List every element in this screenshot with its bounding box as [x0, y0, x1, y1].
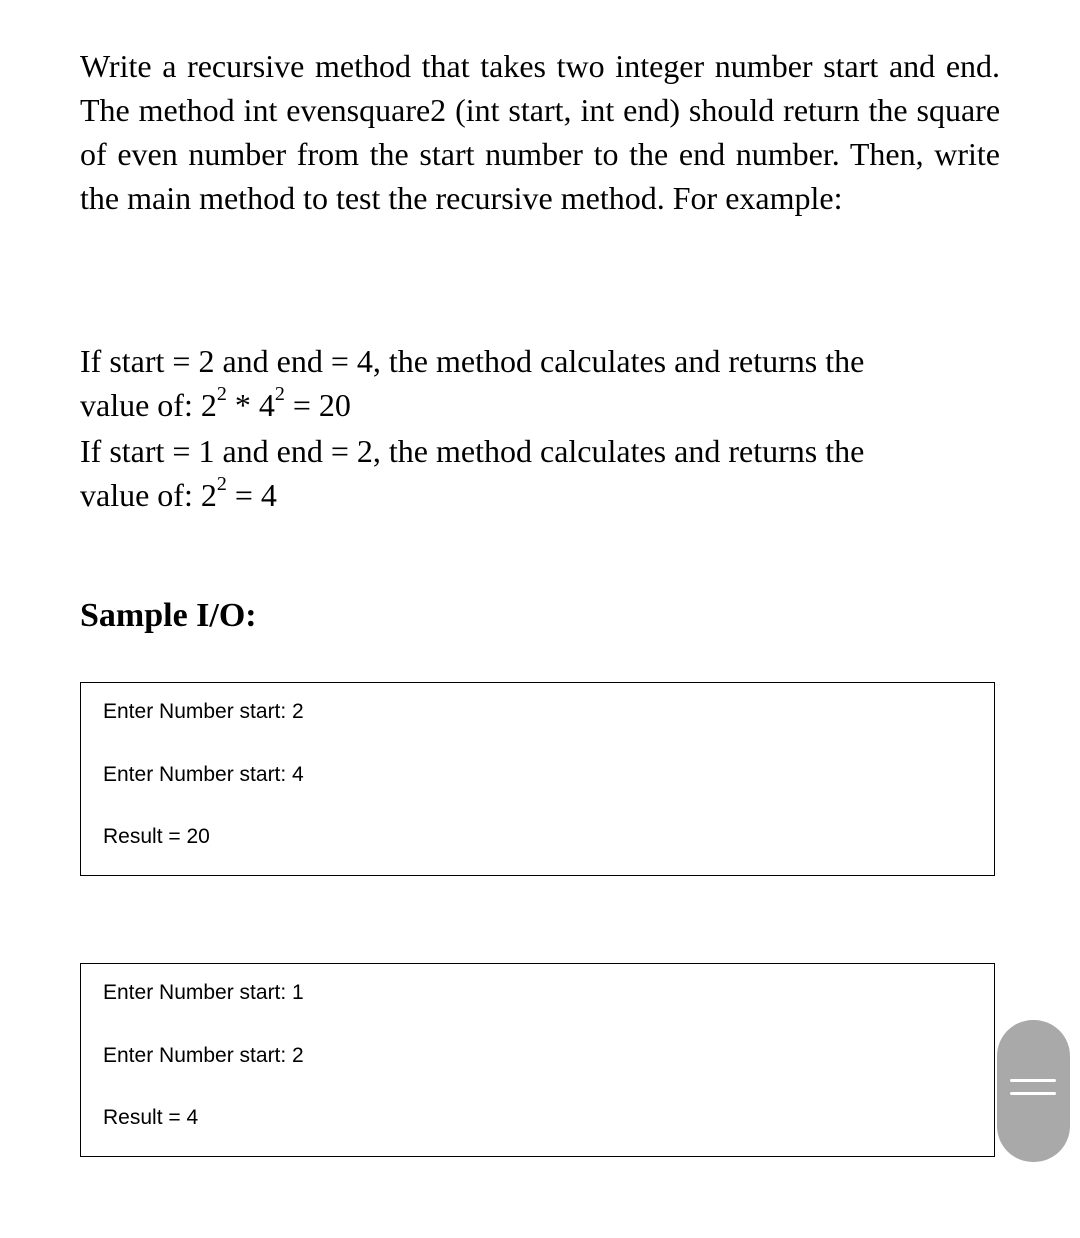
example-1-exponent-a: 2: [216, 383, 227, 406]
sample-2-line-1: Enter Number start: 1: [103, 981, 304, 1004]
example-1-suffix: = 20: [284, 387, 351, 423]
example-1-line-2: [80, 383, 1000, 427]
sample-2-line-2: Enter Number start: 2: [103, 1044, 304, 1067]
problem-paragraph: [80, 44, 1000, 220]
sample-1-line-1: Enter Number start: 2: [103, 700, 304, 723]
sample-io-box-1: [80, 682, 995, 876]
example-2-line-1: If start = 1 and end = 2, the method calculates and returns the: [80, 433, 865, 469]
problem-line-4: number. Then, write the main method to test the recursive method.: [80, 136, 1001, 216]
example-1-exponent-b: 2: [274, 383, 285, 406]
example-2-suffix: = 4: [226, 477, 277, 513]
example-1-prefix: value of: 2: [80, 387, 217, 423]
example-1-line-1: If start = 2 and end = 4, the method calculates and returns the: [80, 343, 865, 379]
problem-line-2: end. The method int evensquare2 (int start, int end) should return: [80, 48, 1001, 128]
sample-io-box-2: [80, 963, 995, 1157]
example-2-line-2: [80, 473, 1000, 517]
sample-2-result: Result = 4: [103, 1106, 199, 1129]
problem-line-5: For example:: [672, 180, 843, 216]
example-2-exponent: 2: [216, 473, 227, 496]
sample-1-result: Result = 20: [103, 825, 210, 848]
problem-line-1: Write a recursive method that takes two integer number start and: [80, 48, 936, 84]
drag-handle-bar-top: [1010, 1079, 1056, 1082]
drag-handle[interactable]: [997, 1020, 1070, 1162]
problem-line-3: the square of even number from the start number to the end: [80, 92, 1001, 172]
sample-1-line-2: Enter Number start: 4: [103, 763, 304, 786]
drag-handle-bar-bottom: [1010, 1092, 1056, 1095]
sample-io-heading: Sample I/O:: [80, 597, 257, 634]
example-1-mid: * 4: [226, 387, 275, 423]
example-2-prefix: value of: 2: [80, 477, 217, 513]
